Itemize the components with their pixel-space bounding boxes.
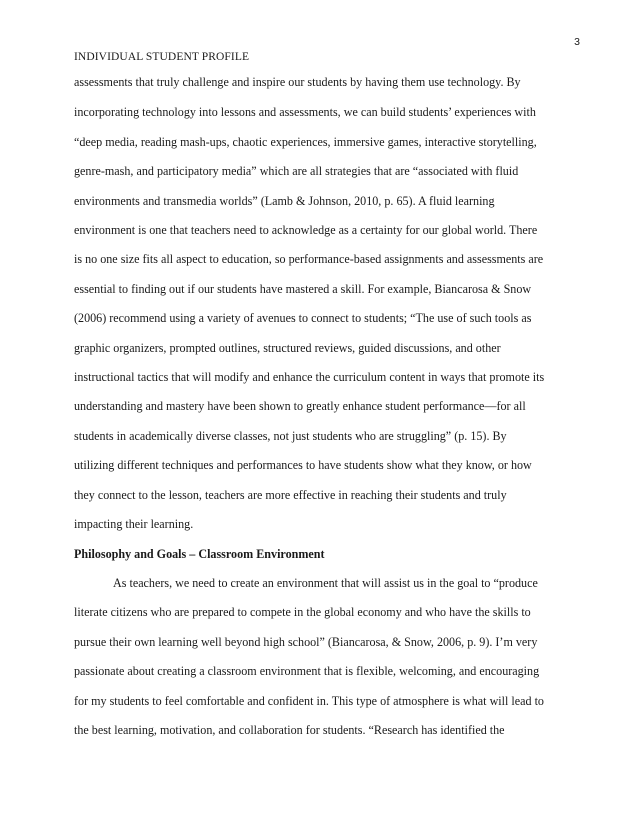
body-line: literate citizens who are prepared to compete in the global economy and who have the skills to bbox=[74, 605, 531, 619]
body-line: the best learning, motivation, and collaboration for students. “Research has identified the bbox=[74, 723, 505, 737]
body-line: incorporating technology into lessons and assessments, we can build students’ experiences with bbox=[74, 105, 536, 119]
body-line: understanding and mastery have been shown to greatly enhance student performance—for all bbox=[74, 399, 526, 413]
body-line: (2006) recommend using a variety of avenues to connect to students; “The use of such tools as bbox=[74, 311, 532, 325]
body-line: environment is one that teachers need to acknowledge as a certainty for our global world. There bbox=[74, 223, 538, 237]
body-line: environments and transmedia worlds” (Lamb & Johnson, 2010, p. 65). A fluid learning bbox=[74, 194, 495, 208]
body-line: students in academically diverse classes, not just students who are struggling” (p. 15). By bbox=[74, 429, 507, 443]
running-head: INDIVIDUAL STUDENT PROFILE bbox=[74, 51, 250, 63]
body-line: graphic organizers, prompted outlines, structured reviews, guided discussions, and other bbox=[74, 341, 501, 355]
body-line: for my students to feel comfortable and confident in. This type of atmosphere is what will lead to bbox=[74, 694, 544, 708]
body-line: “deep media, reading mash-ups, chaotic experiences, immersive games, interactive storytelling, bbox=[74, 135, 537, 149]
section-heading: Philosophy and Goals – Classroom Environment bbox=[74, 547, 325, 561]
body-line: utilizing different techniques and performances to have students show what they know, or how bbox=[74, 458, 532, 472]
body-line: instructional tactics that will modify and enhance the curriculum content in ways that promote its bbox=[74, 370, 545, 384]
page-number: 3 bbox=[574, 36, 580, 48]
body-line: essential to finding out if our students have mastered a skill. For example, Biancarosa & Snow bbox=[74, 282, 532, 296]
body-line: assessments that truly challenge and inspire our students by having them use technology. By bbox=[74, 75, 521, 89]
body-line: is no one size fits all aspect to education, so performance-based assignments and assessments are bbox=[74, 252, 544, 266]
body-line: As teachers, we need to create an environment that will assist us in the goal to “produce bbox=[113, 576, 538, 590]
body-line: passionate about creating a classroom environment that is flexible, welcoming, and encouraging bbox=[74, 664, 540, 678]
body-line: they connect to the lesson, teachers are more effective in reaching their students and truly bbox=[74, 488, 507, 502]
body-line: genre-mash, and participatory media” which are all strategies that are “associated with fluid bbox=[74, 164, 519, 178]
body-line: impacting their learning. bbox=[74, 517, 194, 531]
body-line: pursue their own learning well beyond high school” (Biancarosa, & Snow, 2006, p. 9). I’m very bbox=[74, 635, 538, 649]
